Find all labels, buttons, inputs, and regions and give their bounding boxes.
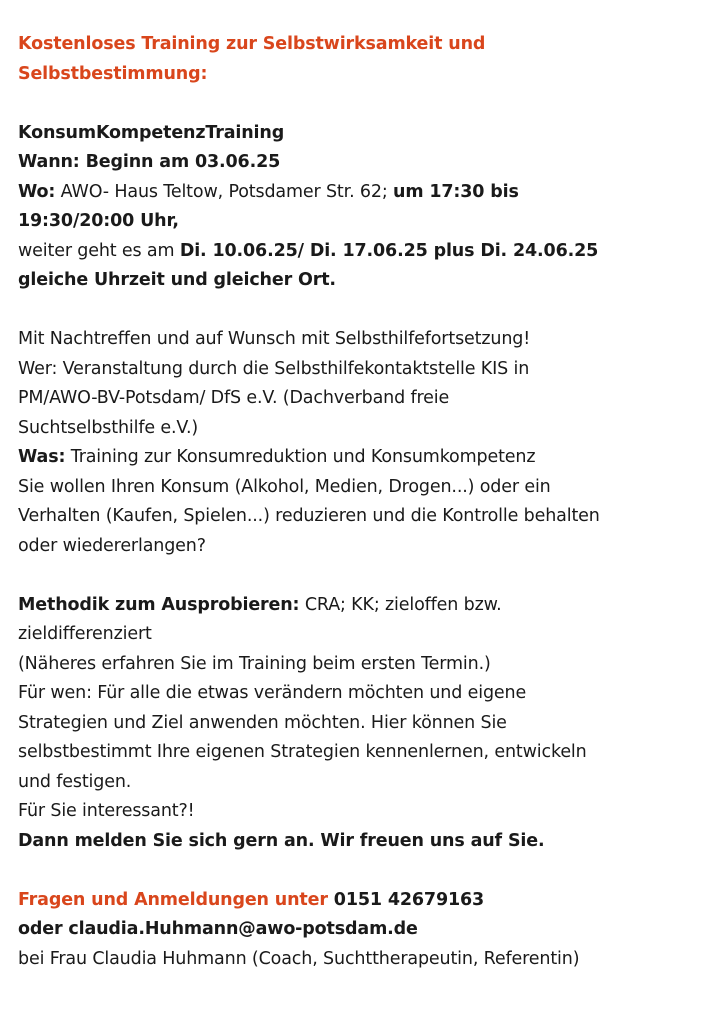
spacer	[18, 296, 718, 326]
flyer-document	[18, 30, 718, 974]
method-label: Methodik zum Ausprobieren:	[18, 594, 300, 615]
contact-email-line[interactable]: oder claudia.Huhmann@awo-potsdam.de	[18, 919, 418, 939]
who-line-1: Wer: Veranstaltung durch die Selbsthilfekontaktstelle KIS in	[18, 358, 530, 379]
method-text: CRA; KK; zieloffen bzw.	[299, 594, 502, 615]
event-same-place: gleiche Uhrzeit und gleicher Ort.	[18, 270, 336, 290]
who-line-3: Suchtselbsthilfe e.V.)	[18, 417, 199, 438]
method-block	[18, 591, 718, 857]
what-text: Training zur Konsumreduktion und Konsumkompetenz	[65, 447, 536, 467]
what-line-3: Verhalten (Kaufen, Spielen...) reduzieren und die Kontrolle behalten	[18, 506, 600, 526]
heading-line-1: Kostenloses Training zur Selbstwirksamkeit und	[18, 34, 486, 54]
event-where-text: AWO- Haus Teltow, Potsdamer Str. 62;	[55, 181, 394, 202]
event-time-line-1: um 17:30 bis	[393, 181, 519, 202]
contact-block	[18, 886, 718, 975]
event-continue-dates: Di. 10.06.25/ Di. 17.06.25 plus Di. 24.06.25	[179, 240, 599, 261]
flyer-heading	[18, 30, 718, 89]
who-line-2: PM/AWO-BV-Potsdam/ DfS e.V. (Dachverband freie	[18, 388, 450, 408]
event-continue-text: weiter geht es am	[18, 240, 180, 261]
method-line-3: (Näheres erfahren Sie im Training beim ersten Termin.)	[18, 653, 491, 674]
interested-text: Für Sie interessant?!	[18, 801, 195, 821]
what-line-4: oder wiedererlangen?	[18, 535, 206, 556]
method-line-2: zieldifferenziert	[18, 624, 152, 644]
heading-line-2: Selbstbestimmung:	[18, 63, 208, 84]
event-title: KonsumKompetenzTraining	[18, 122, 285, 143]
followup-text: Mit Nachtreffen und auf Wunsch mit Selbsthilfefortsetzung!	[18, 329, 531, 349]
spacer	[18, 856, 718, 886]
what-line-2: Sie wollen Ihren Konsum (Alkohol, Medien, Drogen...) oder ein	[18, 476, 551, 497]
what-label: Was:	[18, 447, 66, 467]
event-block	[18, 119, 718, 296]
for-whom-line-3: selbstbestimmt Ihre eigenen Strategien kennenlernen, entwickeln	[18, 742, 587, 762]
contact-label: Fragen und Anmeldungen unter	[18, 889, 328, 910]
contact-phone[interactable]: 0151 42679163	[327, 889, 485, 910]
for-whom-line-2: Strategien und Ziel anwenden möchten. Hier können Sie	[18, 712, 507, 733]
for-whom-line-4: und festigen.	[18, 771, 132, 792]
signup-text: Dann melden Sie sich gern an. Wir freuen uns auf Sie.	[18, 830, 545, 851]
spacer	[18, 561, 718, 591]
contact-person: bei Frau Claudia Huhmann (Coach, Suchttherapeutin, Referentin)	[18, 948, 580, 969]
event-time-line-2: 19:30/20:00 Uhr,	[18, 211, 179, 231]
for-whom-line-1: Für wen: Für alle die etwas verändern möchten und eigene	[18, 683, 527, 703]
details-block	[18, 325, 718, 561]
spacer	[18, 89, 718, 119]
event-when: Wann: Beginn am 03.06.25	[18, 152, 281, 172]
event-where-label: Wo:	[18, 181, 56, 202]
